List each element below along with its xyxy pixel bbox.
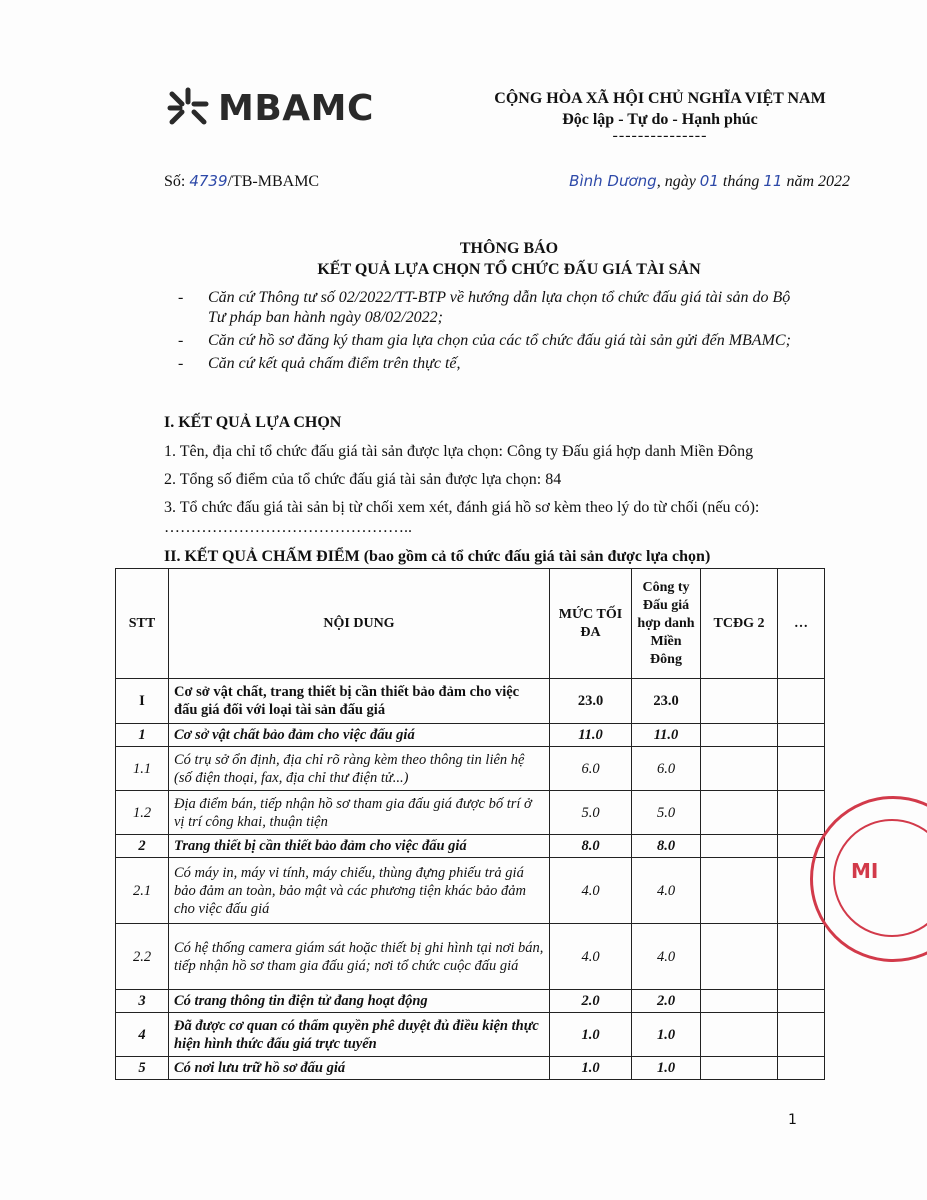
basis-item: - Căn cứ Thông tư số 02/2022/TT-BTP về hướng dẫn lựa chọn tổ chức đấu giá tài sản do Bộ Tư pháp ban hành ngày 08/02/2022; — [178, 289, 791, 326]
header-stt: STT — [116, 569, 169, 679]
table-row: 2.1 Có máy in, máy vi tính, máy chiếu, thùng đựng phiếu trả giá bảo đảm an toàn, bảo mật và các phương tiện khác bảo đảm cho việc đấu giá 4.0 4.0 — [116, 858, 825, 924]
section-1-heading: I. KẾT QUẢ LỰA CHỌN — [164, 414, 342, 431]
header-content: NỘI DUNG — [169, 569, 550, 679]
header-company-1: Công ty Đấu giá hợp danh Miền Đông — [632, 569, 701, 679]
month-handwritten: 11 — [763, 172, 783, 190]
title-line-1: THÔNG BÁO — [459, 240, 559, 257]
motto-rule: --------------- — [612, 127, 708, 144]
basis-item: - Căn cứ hồ sơ đăng ký tham gia lựa chọn của các tổ chức đấu giá tài sản gửi đến MBAMC; — [178, 332, 791, 349]
stamp-inner-ring — [833, 819, 927, 937]
legal-bases — [178, 288, 808, 377]
nation-name: CỘNG HÒA XÃ HỘI CHỦ NGHĨA VIỆT NAM — [494, 90, 826, 107]
header-company-2: TCĐG 2 — [701, 569, 778, 679]
stamp-logo: MI — [851, 859, 879, 883]
header-max: MỨC TỐI ĐA — [550, 569, 632, 679]
document-title — [164, 238, 854, 280]
doc-no-prefix: Số: — [164, 173, 190, 190]
doc-no-handwritten: 4739 — [189, 172, 228, 190]
title-line-2: KẾT QUẢ LỰA CHỌN TỔ CHỨC ĐẤU GIÁ TÀI SẢN — [317, 261, 701, 278]
month-text: tháng — [718, 173, 764, 190]
place-handwritten: Bình Dương — [569, 172, 657, 190]
document-number — [164, 172, 319, 191]
scoring-table — [115, 568, 825, 1080]
logo-text: MBAMC — [218, 87, 374, 129]
table-row: 5 Có nơi lưu trữ hồ sơ đấu giá 1.0 1.0 — [116, 1057, 825, 1080]
basis-item: - Căn cứ kết quả chấm điểm trên thực tế, — [178, 355, 461, 372]
motto: Độc lập - Tự do - Hạnh phúc — [562, 111, 758, 128]
doc-no-suffix: /TB-MBAMC — [227, 173, 320, 190]
page-number: 1 — [788, 1112, 797, 1128]
table-row: 2.2 Có hệ thống camera giám sát hoặc thiết bị ghi hình tại nơi bán, tiếp nhận hồ sơ tham gia đấu giá; nơi tổ chức cuộc đấu giá 4.0 4.0 — [116, 924, 825, 990]
result-item-1: 1. Tên, địa chỉ tổ chức đấu giá tài sản được lựa chọn: Công ty Đấu giá hợp danh Miền Đông — [164, 443, 754, 460]
table-row: 1 Cơ sở vật chất bảo đảm cho việc đấu giá 11.0 11.0 — [116, 724, 825, 747]
result-item-2: 2. Tổng số điểm của tổ chức đấu giá tài sản được lựa chọn: 84 — [164, 471, 562, 488]
table-row: 4 Đã được cơ quan có thẩm quyền phê duyệt đủ điều kiện thực hiện hình thức đấu giá trực tuyến 1.0 1.0 — [116, 1013, 825, 1057]
table-row: I Cơ sở vật chất, trang thiết bị cần thiết bảo đảm cho việc đấu giá đối với loại tài sản đấu giá 23.0 23.0 — [116, 679, 825, 724]
day-handwritten: 01 — [699, 172, 719, 190]
table-row: 1.2 Địa điểm bán, tiếp nhận hồ sơ tham gia đấu giá được bố trí ở vị trí công khai, thuận tiện 5.0 5.0 — [116, 791, 825, 835]
year-text: năm 2022 — [782, 173, 850, 190]
table-header-row — [116, 569, 825, 679]
table-row: 1.1 Có trụ sở ổn định, địa chỉ rõ ràng kèm theo thông tin liên hệ (số điện thoại, fax, địa chỉ thư điện tử...) 6.0 6.0 — [116, 747, 825, 791]
result-item-3: 3. Tổ chức đấu giá tài sản bị từ chối xem xét, đánh giá hồ sơ kèm theo lý do từ chối (nếu có): ……………………………………….. — [164, 499, 760, 536]
section-2-heading: II. KẾT QUẢ CHẤM ĐIỂM (bao gồm cả tổ chức đấu giá tài sản được lựa chọn) — [164, 548, 711, 565]
place-date — [540, 172, 850, 191]
national-header — [460, 88, 860, 142]
red-seal-stamp — [810, 796, 927, 962]
header-more: … — [778, 569, 825, 679]
table-row: 2 Trang thiết bị cần thiết bảo đảm cho việc đấu giá 8.0 8.0 — [116, 835, 825, 858]
table-row: 3 Có trang thông tin điện tử đang hoạt động 2.0 2.0 — [116, 990, 825, 1013]
logo — [164, 84, 374, 132]
date-text: , ngày — [656, 173, 700, 190]
mbamc-logo-icon — [164, 84, 212, 132]
